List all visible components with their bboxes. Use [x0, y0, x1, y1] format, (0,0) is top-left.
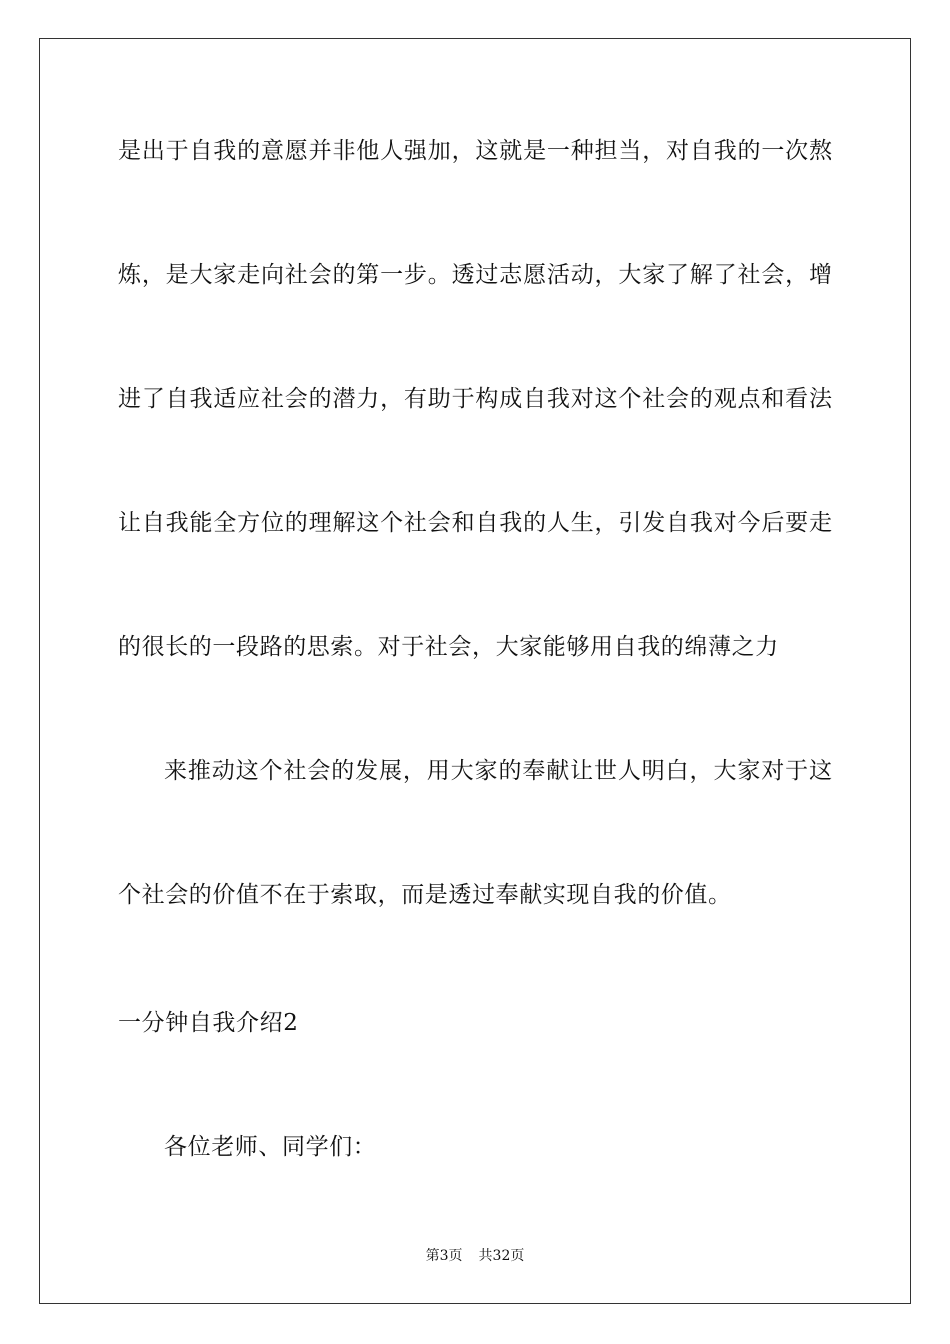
page-number: 第3页 [425, 1248, 463, 1264]
section-heading: 一分钟自我介绍2 [118, 1010, 299, 1036]
body-text-line: 进了自我适应社会的潜力，有助于构成自我对这个社会的观点和看法 [118, 386, 832, 412]
body-text-line: 让自我能全方位的理解这个社会和自我的人生，引发自我对今后要走 [118, 510, 832, 536]
body-text-line: 个社会的价值不在于索取，而是透过奉献实现自我的价值。 [118, 882, 732, 908]
body-text-line: 的很长的一段路的思索。对于社会，大家能够用自我的绵薄之力 [118, 634, 779, 660]
page-total: 共32页 [478, 1248, 525, 1264]
body-text-line: 是出于自我的意愿并非他人强加，这就是一种担当，对自我的一次熬 [118, 138, 832, 164]
page-footer [0, 1247, 950, 1265]
greeting-line: 各位老师、同学们： [164, 1134, 377, 1160]
body-text-line: 炼，是大家走向社会的第一步。透过志愿活动，大家了解了社会，增 [118, 262, 832, 288]
body-text-line-indented: 来推动这个社会的发展，用大家的奉献让世人明白，大家对于这 [164, 758, 832, 784]
page-border [39, 38, 911, 1304]
